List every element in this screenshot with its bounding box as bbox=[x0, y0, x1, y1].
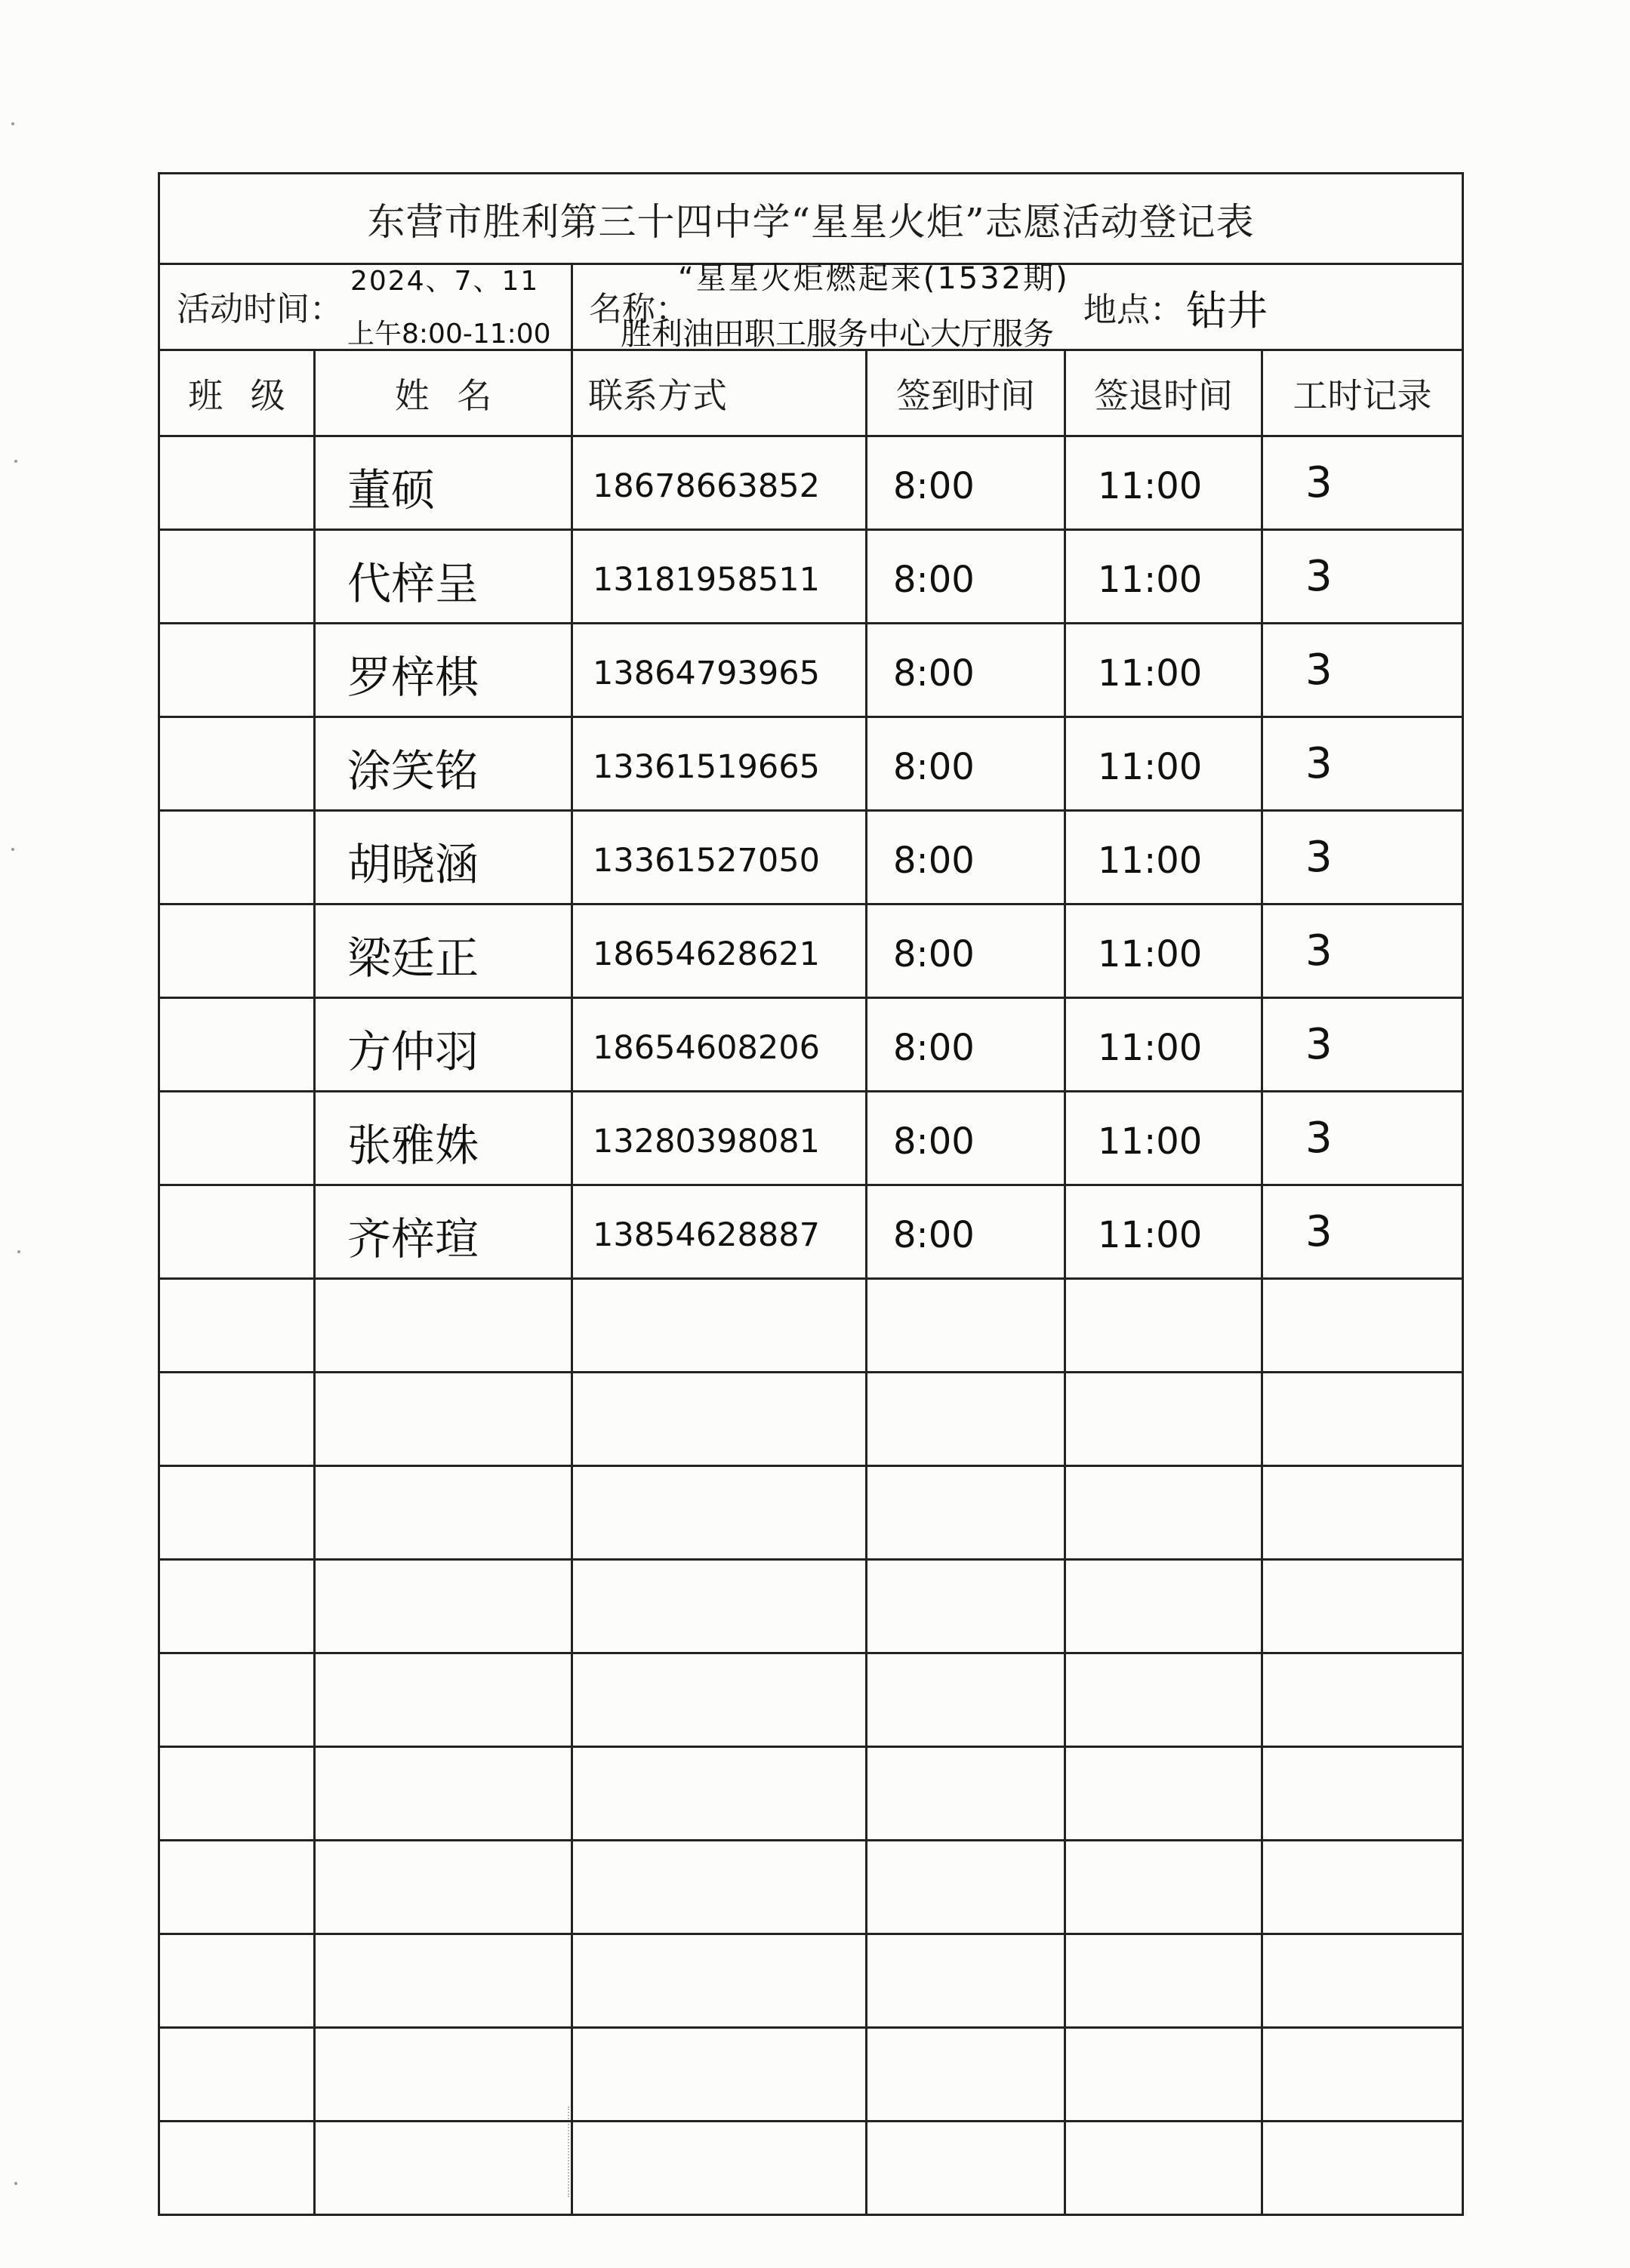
sign-out-time bbox=[1065, 1653, 1262, 1747]
title-row bbox=[159, 174, 1463, 264]
participant-name bbox=[315, 1841, 572, 1934]
activity-date: 2024、7、11 bbox=[350, 265, 540, 297]
class-cell bbox=[159, 1185, 315, 1279]
work-hours bbox=[1262, 2122, 1463, 2215]
work-hours bbox=[1262, 1747, 1463, 1841]
table-row bbox=[159, 717, 1463, 811]
scan-speck bbox=[14, 2182, 17, 2185]
class-cell bbox=[159, 1653, 315, 1747]
activity-time: 上午8:00-11:00 bbox=[347, 318, 551, 350]
participant-name: 胡晓涵 bbox=[315, 811, 572, 904]
class-cell bbox=[159, 811, 315, 904]
sign-in-time bbox=[867, 1373, 1065, 1466]
scan-speck bbox=[11, 122, 14, 125]
sign-in-time bbox=[867, 1560, 1065, 1653]
sign-out-time bbox=[1065, 1466, 1262, 1560]
phone-number bbox=[572, 1279, 867, 1373]
activity-time-label: 活动时间： bbox=[177, 289, 343, 328]
phone-number: 13854628887 bbox=[572, 1185, 867, 1279]
column-header-sign-out: 签退时间 bbox=[1065, 350, 1262, 436]
work-hours bbox=[1262, 1653, 1463, 1747]
sign-out-time bbox=[1065, 1747, 1262, 1841]
phone-number bbox=[572, 2028, 867, 2122]
class-cell bbox=[159, 2028, 315, 2122]
class-cell bbox=[159, 1279, 315, 1373]
sign-in-time: 8:00 bbox=[867, 1185, 1065, 1279]
registration-form-table bbox=[158, 172, 1464, 2216]
phone-number: 13280398081 bbox=[572, 1092, 867, 1185]
sign-in-time: 8:00 bbox=[867, 436, 1065, 530]
class-cell bbox=[159, 1934, 315, 2028]
class-cell bbox=[159, 1466, 315, 1560]
participant-name bbox=[315, 1560, 572, 1653]
sign-out-time: 11:00 bbox=[1065, 904, 1262, 998]
sign-out-time bbox=[1065, 1841, 1262, 1934]
work-hours bbox=[1262, 1373, 1463, 1466]
class-cell bbox=[159, 1841, 315, 1934]
phone-number: 18654608206 bbox=[572, 998, 867, 1092]
participant-name bbox=[315, 1934, 572, 2028]
sign-out-time: 11:00 bbox=[1065, 811, 1262, 904]
empty-table-row bbox=[159, 1841, 1463, 1934]
work-hours bbox=[1262, 1841, 1463, 1934]
table-row bbox=[159, 1092, 1463, 1185]
class-cell bbox=[159, 1092, 315, 1185]
class-cell bbox=[159, 717, 315, 811]
work-hours: 3 bbox=[1262, 998, 1463, 1092]
sign-out-time: 11:00 bbox=[1065, 436, 1262, 530]
participant-name bbox=[315, 2122, 572, 2215]
participant-name: 梁廷正 bbox=[315, 904, 572, 998]
activity-name-line2: 胜利油田职工服务中心大厅服务 bbox=[621, 315, 1054, 352]
sign-in-time bbox=[867, 2122, 1065, 2215]
column-header-contact: 联系方式 bbox=[572, 350, 867, 436]
sign-in-time: 8:00 bbox=[867, 717, 1065, 811]
sign-out-time bbox=[1065, 2122, 1262, 2215]
work-hours bbox=[1262, 1279, 1463, 1373]
activity-time-cell bbox=[159, 264, 572, 350]
work-hours: 3 bbox=[1262, 530, 1463, 624]
sign-in-time: 8:00 bbox=[867, 811, 1065, 904]
sign-in-time: 8:00 bbox=[867, 1092, 1065, 1185]
location-value: 钻井 bbox=[1186, 286, 1268, 334]
participant-name: 张雅姝 bbox=[315, 1092, 572, 1185]
sign-in-time: 8:00 bbox=[867, 530, 1065, 624]
column-header-name: 姓 名 bbox=[315, 350, 572, 436]
phone-number bbox=[572, 1653, 867, 1747]
sign-out-time bbox=[1065, 1934, 1262, 2028]
sign-in-time bbox=[867, 2028, 1065, 2122]
form-title: 东营市胜利第三十四中学“星星火炬”志愿活动登记表 bbox=[159, 174, 1463, 264]
work-hours: 3 bbox=[1262, 624, 1463, 717]
sign-out-time: 11:00 bbox=[1065, 998, 1262, 1092]
table-row bbox=[159, 811, 1463, 904]
work-hours bbox=[1262, 2028, 1463, 2122]
work-hours: 3 bbox=[1262, 904, 1463, 998]
work-hours bbox=[1262, 1560, 1463, 1653]
work-hours: 3 bbox=[1262, 1092, 1463, 1185]
phone-number: 18678663852 bbox=[572, 436, 867, 530]
phone-number bbox=[572, 2122, 867, 2215]
phone-number: 13181958511 bbox=[572, 530, 867, 624]
location-label: 地点： bbox=[1083, 290, 1183, 329]
phone-number bbox=[572, 1560, 867, 1653]
sign-in-time bbox=[867, 1466, 1065, 1560]
phone-number: 13864793965 bbox=[572, 624, 867, 717]
sign-in-time: 8:00 bbox=[867, 624, 1065, 717]
class-cell bbox=[159, 1373, 315, 1466]
participant-name: 涂笑铭 bbox=[315, 717, 572, 811]
sign-out-time bbox=[1065, 1279, 1262, 1373]
class-cell bbox=[159, 1747, 315, 1841]
column-header-row bbox=[159, 350, 1463, 436]
participant-name bbox=[315, 1466, 572, 1560]
sign-out-time bbox=[1065, 1560, 1262, 1653]
sign-out-time: 11:00 bbox=[1065, 530, 1262, 624]
phone-number bbox=[572, 1841, 867, 1934]
sign-in-time bbox=[867, 1653, 1065, 1747]
class-cell bbox=[159, 2122, 315, 2215]
empty-table-row bbox=[159, 2028, 1463, 2122]
phone-number bbox=[572, 1373, 867, 1466]
table-row bbox=[159, 904, 1463, 998]
column-header-class: 班 级 bbox=[159, 350, 315, 436]
table-row bbox=[159, 1185, 1463, 1279]
column-header-hours: 工时记录 bbox=[1262, 350, 1463, 436]
participant-name bbox=[315, 1747, 572, 1841]
work-hours: 3 bbox=[1262, 717, 1463, 811]
class-cell bbox=[159, 624, 315, 717]
empty-table-row bbox=[159, 1373, 1463, 1466]
table-row bbox=[159, 624, 1463, 717]
empty-table-row bbox=[159, 1560, 1463, 1653]
participant-name bbox=[315, 2028, 572, 2122]
sign-in-time: 8:00 bbox=[867, 904, 1065, 998]
sign-out-time: 11:00 bbox=[1065, 624, 1262, 717]
work-hours: 3 bbox=[1262, 436, 1463, 530]
phone-number bbox=[572, 1747, 867, 1841]
phone-number bbox=[572, 1934, 867, 2028]
scan-speck bbox=[14, 460, 17, 463]
sign-out-time: 11:00 bbox=[1065, 717, 1262, 811]
work-hours bbox=[1262, 1934, 1463, 2028]
participant-name: 方仲羽 bbox=[315, 998, 572, 1092]
phone-number: 13361519665 bbox=[572, 717, 867, 811]
activity-info-row bbox=[159, 264, 1463, 350]
sign-out-time bbox=[1065, 2028, 1262, 2122]
work-hours: 3 bbox=[1262, 811, 1463, 904]
empty-table-row bbox=[159, 2122, 1463, 2215]
sign-out-time: 11:00 bbox=[1065, 1092, 1262, 1185]
class-cell bbox=[159, 1560, 315, 1653]
empty-table-row bbox=[159, 1934, 1463, 2028]
sign-in-time bbox=[867, 1747, 1065, 1841]
participant-name: 齐梓瑄 bbox=[315, 1185, 572, 1279]
sign-out-time: 11:00 bbox=[1065, 1185, 1262, 1279]
column-header-sign-in: 签到时间 bbox=[867, 350, 1065, 436]
class-cell bbox=[159, 998, 315, 1092]
phone-number: 13361527050 bbox=[572, 811, 867, 904]
sign-in-time bbox=[867, 1841, 1065, 1934]
participant-name bbox=[315, 1373, 572, 1466]
sign-out-time bbox=[1065, 1373, 1262, 1466]
sign-in-time bbox=[867, 1279, 1065, 1373]
sign-in-time: 8:00 bbox=[867, 998, 1065, 1092]
table-row bbox=[159, 436, 1463, 530]
activity-name-line1: “星星火炬燃起来(1532期) bbox=[678, 260, 1070, 296]
phone-number bbox=[572, 1466, 867, 1560]
class-cell bbox=[159, 530, 315, 624]
participant-name: 罗梓棋 bbox=[315, 624, 572, 717]
phone-number: 18654628621 bbox=[572, 904, 867, 998]
activity-name-label: 名称： bbox=[589, 289, 689, 328]
participant-name bbox=[315, 1279, 572, 1373]
table-row bbox=[159, 530, 1463, 624]
empty-table-row bbox=[159, 1747, 1463, 1841]
class-cell bbox=[159, 904, 315, 998]
sign-in-time bbox=[867, 1934, 1065, 2028]
empty-table-row bbox=[159, 1466, 1463, 1560]
scan-speck bbox=[17, 1250, 20, 1253]
empty-table-row bbox=[159, 1653, 1463, 1747]
class-cell bbox=[159, 436, 315, 530]
participant-name bbox=[315, 1653, 572, 1747]
empty-table-row bbox=[159, 1279, 1463, 1373]
work-hours bbox=[1262, 1466, 1463, 1560]
table-row bbox=[159, 998, 1463, 1092]
work-hours: 3 bbox=[1262, 1185, 1463, 1279]
participant-name: 代梓呈 bbox=[315, 530, 572, 624]
activity-name-location-cell bbox=[572, 260, 1463, 352]
participant-name: 董硕 bbox=[315, 436, 572, 530]
scan-speck bbox=[11, 848, 14, 851]
